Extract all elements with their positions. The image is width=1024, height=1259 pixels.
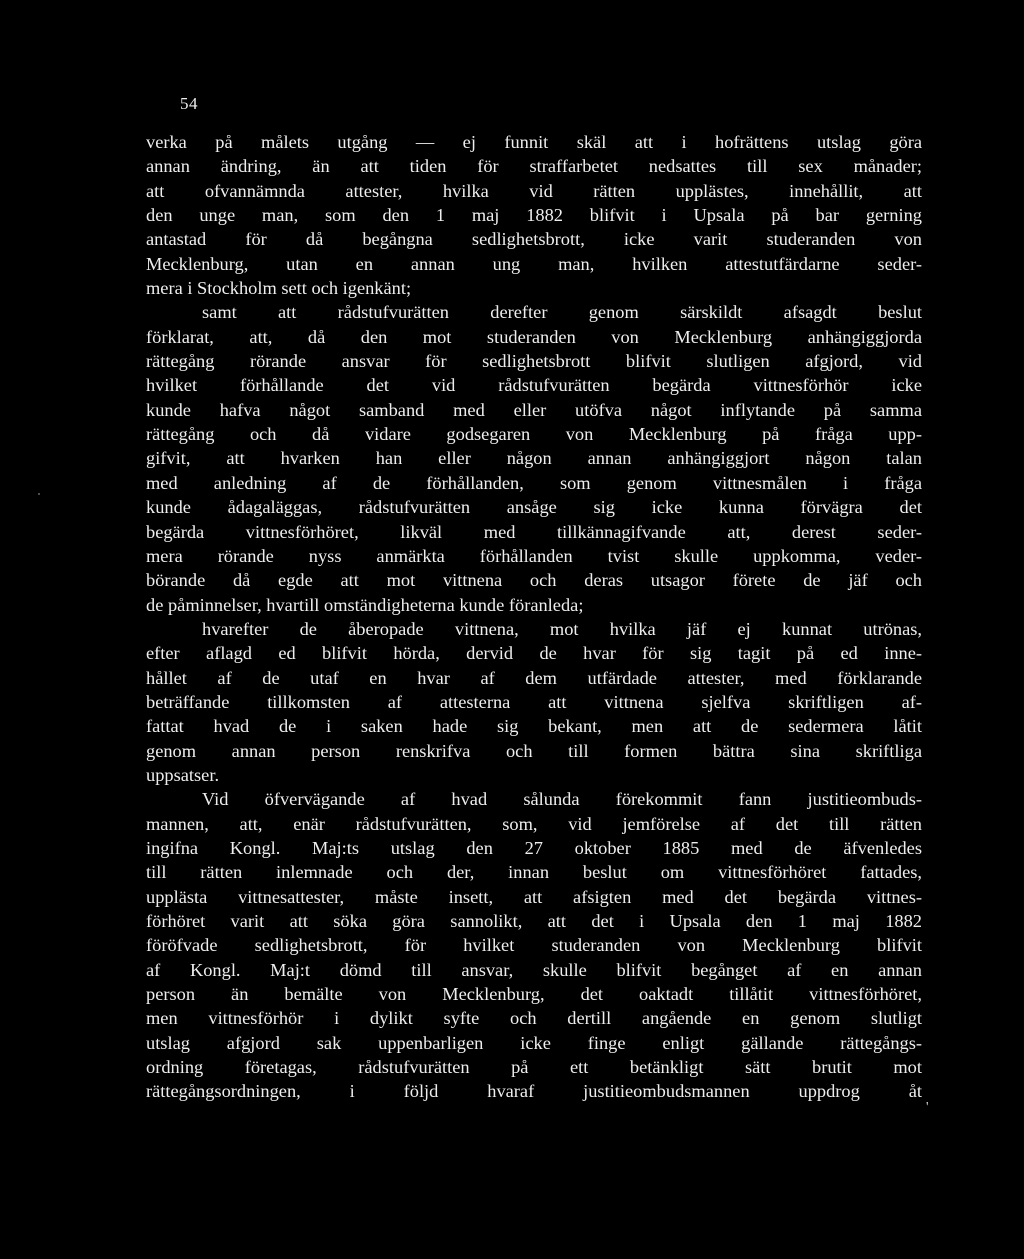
- text-line: af Kongl. Maj:t dömd till ansvar, skulle blifvit begånget af en annan: [146, 959, 922, 980]
- text-line: ordning företagas, rådstufvurätten på ett betänkligt sätt brutit mot: [146, 1057, 922, 1078]
- text-line: mannen, att, enär rådstufvurätten, som, vid jemförelse af det till rätten: [146, 813, 922, 834]
- page-number: 54: [180, 94, 198, 113]
- text-line: antastad för då begångna sedlighetsbrott, icke varit studeranden von: [146, 229, 922, 250]
- scan-speck: [38, 493, 40, 495]
- text-line: Vid öfvervägande af hvad sålunda förekommit fann justitieombuds-: [202, 789, 922, 810]
- text-line: rättegång rörande ansvar för sedlighetsbrott blifvit slutligen afgjord, vid: [146, 351, 922, 372]
- text-line: uppsatser.: [146, 764, 220, 785]
- text-line: efter aflagd ed blifvit hörda, dervid de hvar för sig tagit på ed inne-: [146, 643, 922, 664]
- text-line: kunde ådagaläggas, rådstufvurätten ansåge sig icke kunna förvägra det: [146, 497, 922, 518]
- text-line: den unge man, som den 1 maj 1882 blifvit i Upsala på bar gerning: [146, 205, 922, 226]
- text-line: att ofvannämnda attester, hvilka vid rätten upplästes, innehållit, att: [146, 180, 922, 201]
- text-line: rättegångsordningen, i följd hvaraf justitieombudsmannen uppdrog åt: [146, 1081, 922, 1102]
- text-line: verka på målets utgång — ej funnit skäl att i hofrättens utslag göra: [146, 132, 922, 152]
- text-line: beträffande tillkomsten af attesterna att vittnena sjelfva skriftligen af-: [146, 691, 922, 712]
- text-line: utslag afgjord sak uppenbarligen icke finge enligt gällande rättegångs-: [146, 1032, 922, 1053]
- text-line: föröfvade sedlighetsbrott, för hvilket studeranden von Mecklenburg blifvit: [146, 935, 922, 956]
- text-line: hvilket förhållande det vid rådstufvurätten begärda vittnesförhör icke: [146, 375, 922, 396]
- text-line: ingifna Kongl. Maj:ts utslag den 27 oktober 1885 med de äfvenledes: [146, 837, 922, 858]
- text-line: förhöret varit att söka göra sannolikt, att det i Upsala den 1 maj 1882: [146, 911, 922, 931]
- text-line: fattat hvad de i saken hade sig bekant, men att de sedermera låtit: [146, 716, 922, 737]
- body-text: [146, 130, 922, 1104]
- text-line: med anledning af de förhållanden, som genom vittnesmålen i fråga: [146, 472, 922, 493]
- text-line: rättegång och då vidare godsegaren von Mecklenburg på fråga upp-: [146, 424, 922, 445]
- text-line: samt att rådstufvurätten derefter genom särskildt afsagdt beslut: [202, 302, 922, 323]
- text-line: hållet af de utaf en hvar af dem utfärdade attester, med förklarande: [146, 667, 922, 688]
- text-line: annan ändring, än att tiden för straffarbetet nedsattes till sex månader;: [146, 156, 922, 177]
- text-line: börande då egde att mot vittnena och deras utsagor förete de jäf och: [146, 570, 922, 591]
- text-line: gifvit, att hvarken han eller någon annan anhängiggjort någon talan: [146, 448, 922, 469]
- text-line: begärda vittnesförhöret, likväl med tillkännagifvande att, derest seder-: [146, 521, 922, 542]
- text-line: hvarefter de åberopade vittnena, mot hvilka jäf ej kunnat utrönas,: [202, 618, 922, 639]
- text-line: de påminnelser, hvartill omständigheterna kunde föranleda;: [146, 594, 584, 615]
- text-line: till rätten inlemnade och der, innan beslut om vittnesförhöret fattades,: [146, 862, 922, 883]
- text-line: genom annan person renskrifva och till formen bättra sina skriftliga: [146, 740, 922, 761]
- text-line: Mecklenburg, utan en annan ung man, hvilken attestutfärdarne seder-: [146, 253, 922, 274]
- text-line: förklarat, att, då den mot studeranden von Mecklenburg anhängiggjorda: [146, 326, 922, 347]
- text-line: person än bemälte von Mecklenburg, det oaktadt tillåtit vittnesförhöret,: [146, 984, 922, 1005]
- text-line: men vittnesförhör i dylikt syfte och dertill angående en genom slutligt: [146, 1008, 922, 1029]
- text-line: mera i Stockholm sett och igenkänt;: [146, 278, 412, 299]
- text-line: kunde hafva något samband med eller utöfva något inflytande på samma: [146, 399, 922, 420]
- margin-mark: ': [926, 1100, 929, 1115]
- text-line: upplästa vittnesattester, måste insett, att afsigten med det begärda vittnes-: [146, 886, 922, 907]
- text-line: mera rörande nyss anmärkta förhållanden tvist skulle uppkomma, veder-: [146, 545, 922, 566]
